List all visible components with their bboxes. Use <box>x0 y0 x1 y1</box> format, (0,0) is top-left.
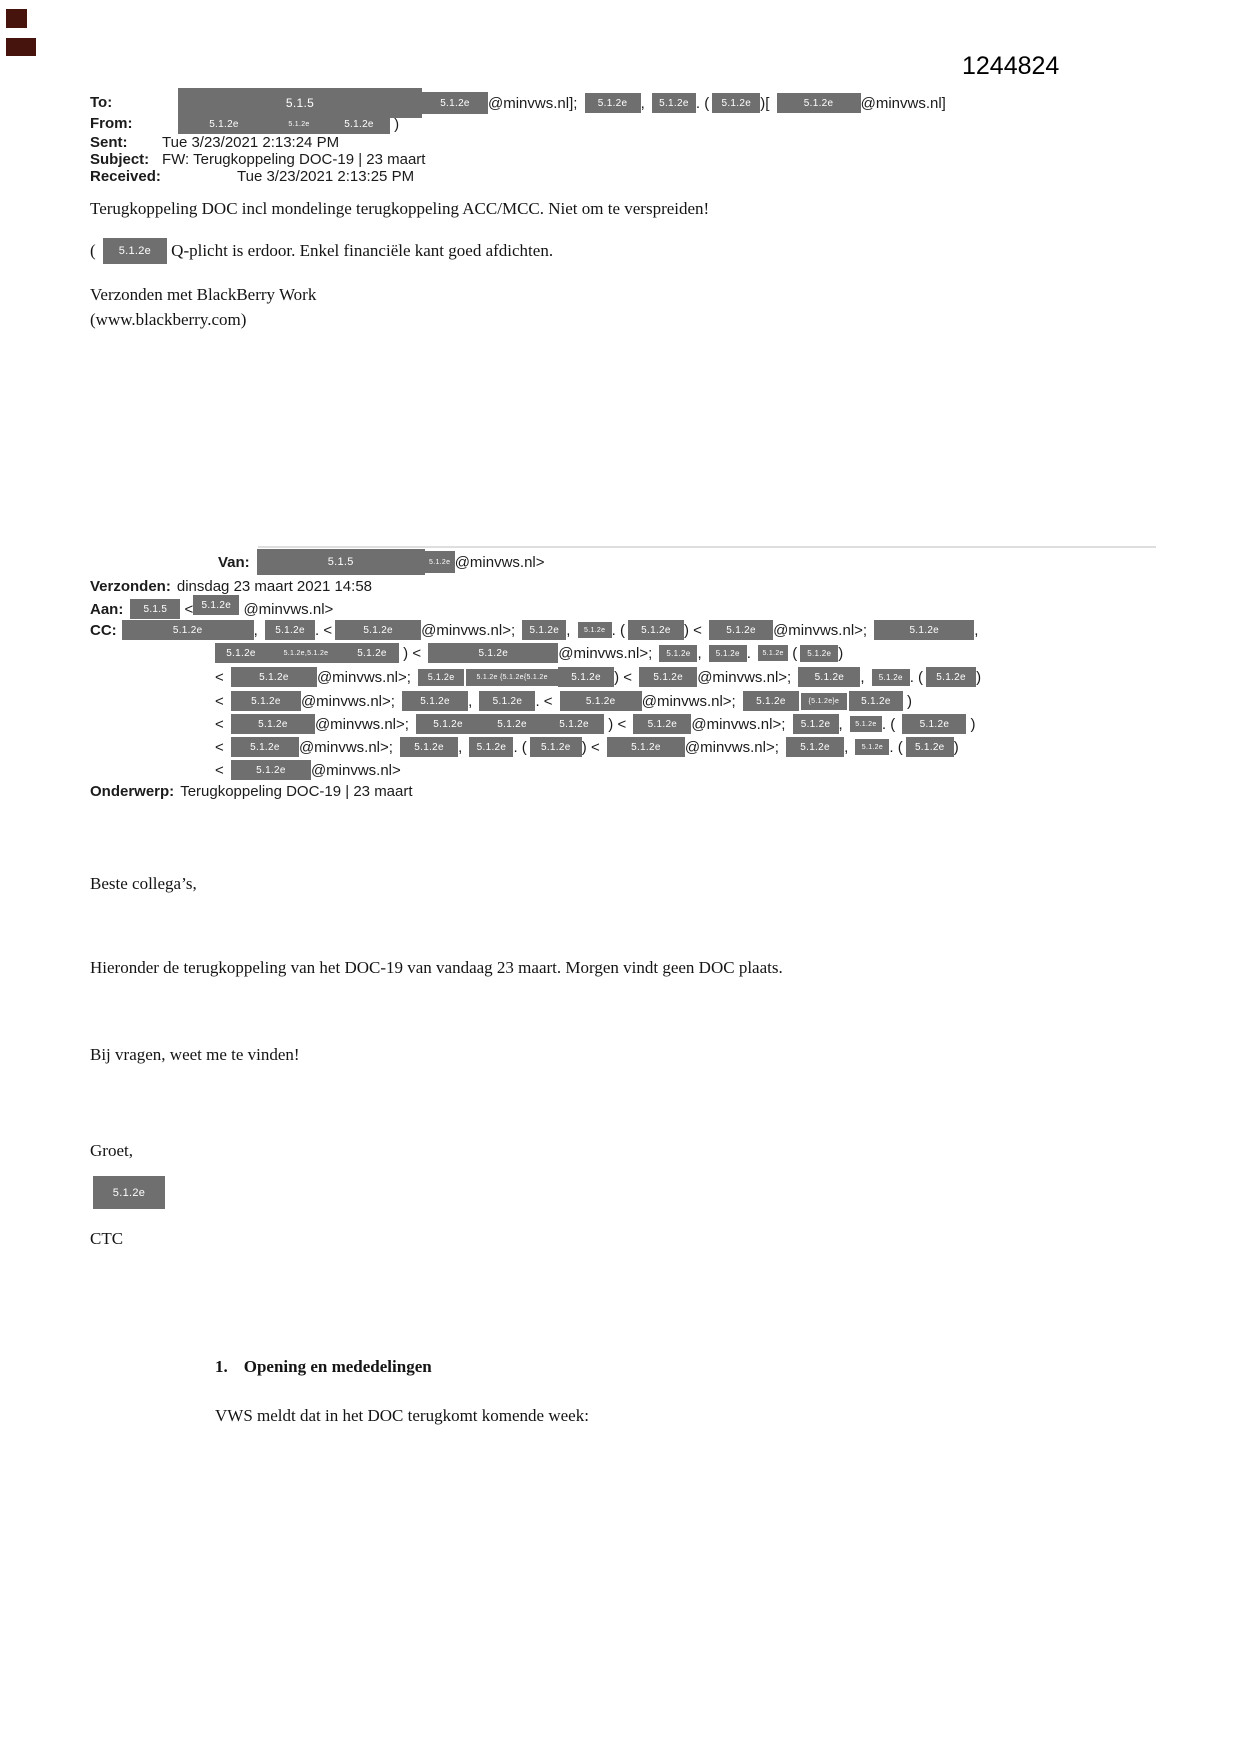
redaction-box: 5.1.2e <box>628 620 684 640</box>
body-paragraph-2-tokens <box>90 238 553 264</box>
text-fragment: ) < <box>399 644 426 662</box>
redaction-box: 5.1.2e <box>122 620 254 640</box>
redaction-box: 5.1.2e <box>530 737 582 757</box>
to-label: To: <box>90 94 113 111</box>
text-fragment: . ( <box>611 621 625 639</box>
text-fragment: ) <box>838 644 844 662</box>
redaction-box: 5.1.2e <box>345 643 399 663</box>
text-fragment: , <box>860 668 869 686</box>
blackberry-url-line: (www.blackberry.com) <box>90 310 247 329</box>
redaction-box: 5.1.2e <box>103 238 167 264</box>
redaction-box: 5.1.2e <box>193 595 239 615</box>
cc-line-7-tokens <box>215 760 401 780</box>
closing-line: Groet, <box>90 1141 133 1160</box>
received-value: Tue 3/23/2021 2:13:25 PM <box>237 168 415 185</box>
redaction-box: 5.1.5 <box>178 88 422 118</box>
text-fragment: ) <box>966 715 976 733</box>
text-fragment: , <box>566 621 575 639</box>
redaction-box: {5.1.2e}e <box>801 693 847 710</box>
redaction-box: 5.1.2e <box>422 92 488 114</box>
text-fragment: ) <box>390 115 400 133</box>
cc-line-6 <box>215 736 959 758</box>
subject-label: Subject: <box>90 151 150 168</box>
cc-label: CC: <box>90 621 117 639</box>
text-fragment: ( <box>788 644 798 662</box>
text-fragment: @minvws.nl>; <box>641 692 740 710</box>
redaction-box: 5.1.2e {5.1.2e{5.1.2e <box>466 669 558 686</box>
redaction-box: 5.1.2e <box>425 551 455 573</box>
signature-org: CTC <box>90 1229 124 1248</box>
cc-line-4-tokens <box>215 691 912 711</box>
sent-label: Sent: <box>90 134 128 151</box>
text-fragment: Q-plicht is erdoor. Enkel financiële kant goed afdichten. <box>166 240 554 260</box>
redaction-box: 5.1.2e <box>544 714 604 734</box>
scan-mark-top <box>6 9 27 28</box>
blackberry-line: Verzonden met BlackBerry Work <box>90 285 317 304</box>
redaction-box: 5.1.2e <box>659 645 697 662</box>
redaction-box: 5.1.2e <box>400 737 458 757</box>
text-fragment: @minvws.nl>; <box>773 621 872 639</box>
text-fragment: @minvws.nl]; <box>488 94 582 112</box>
cc-line-1 <box>90 619 978 641</box>
redaction-box: 5.1.2e <box>585 93 641 113</box>
text-fragment: . ( <box>513 738 527 756</box>
aan-row <box>90 598 333 620</box>
redaction-box: 5.1.2e <box>906 737 954 757</box>
cc-line-7 <box>215 759 401 781</box>
main-paragraph-2: Bij vragen, weet me te vinden! <box>90 1045 300 1064</box>
quoted-message-divider <box>258 546 1156 548</box>
main-paragraph-1: Hieronder de terugkoppeling van het DOC-19 van vandaag 23 maart. Morgen vindt geen DOC plaats. <box>90 958 783 977</box>
text-fragment: @minvws.nl> <box>454 553 545 571</box>
redaction-box: 5.1.2e <box>639 667 697 687</box>
redaction-box: 5.1.2e <box>709 620 773 640</box>
text-fragment: . < <box>535 692 557 710</box>
redaction-box: 5.1.2e <box>926 667 976 687</box>
text-fragment: )[ <box>760 94 774 112</box>
text-fragment: @minvws.nl> <box>310 761 401 779</box>
redaction-box: 5.1.2e <box>522 620 566 640</box>
redaction-box: 5.1.2e <box>793 714 839 734</box>
text-fragment: . ( <box>881 715 900 733</box>
redaction-box: 5.1.2e <box>402 691 468 711</box>
scan-mark-bottom <box>6 38 36 56</box>
van-tokens <box>257 549 545 575</box>
redaction-box: 5.1.2e <box>633 714 691 734</box>
redaction-box: 5.1.2e <box>849 691 903 711</box>
redaction-box: 5.1.2e <box>178 114 270 134</box>
text-fragment: @minvws.nl] <box>860 94 946 112</box>
body-paragraph-1: Terugkoppeling DOC incl mondelinge terugkoppeling ACC/MCC. Niet om te verspreiden! <box>90 199 710 218</box>
redaction-box: 5.1.2e,5.1.2e <box>267 643 345 663</box>
cc-line-2-tokens <box>215 643 843 663</box>
text-fragment: @minvws.nl>; <box>684 738 784 756</box>
redaction-box: 5.1.2e <box>743 691 799 711</box>
redaction-box: 5.1.2e <box>874 620 974 640</box>
redaction-box: 5.1.2e <box>231 691 301 711</box>
text-fragment: . <box>746 644 756 662</box>
text-fragment: ) <box>902 692 913 710</box>
body-paragraph-2 <box>90 237 553 264</box>
text-fragment: ) <box>953 738 959 756</box>
redaction-box: 5.1.2e <box>855 739 889 755</box>
text-fragment: ) < <box>683 621 707 639</box>
text-fragment: , <box>838 715 847 733</box>
redaction-box: 5.1.2e <box>652 93 696 113</box>
redaction-box: 5.1.2e <box>231 737 299 757</box>
text-fragment: @minvws.nl>; <box>691 715 790 733</box>
subject-value: FW: Terugkoppeling DOC-19 | 23 maart <box>162 151 426 168</box>
redaction-box: 5.1.2e <box>709 645 747 662</box>
text-fragment: , <box>844 738 853 756</box>
section-1-number: 1. <box>215 1357 228 1376</box>
cc-line-5-tokens <box>215 714 976 734</box>
text-fragment: < <box>215 692 228 710</box>
sent-value: Tue 3/23/2021 2:13:24 PM <box>162 134 340 151</box>
text-fragment: < <box>215 715 228 733</box>
text-fragment: < <box>215 668 228 686</box>
cc-line-4 <box>215 690 912 712</box>
van-label: Van: <box>218 553 250 571</box>
text-fragment: < <box>215 738 228 756</box>
from-tokens <box>178 114 399 134</box>
text-fragment: @minvws.nl>; <box>316 668 416 686</box>
redaction-box: 5.1.2e <box>578 622 612 638</box>
redaction-box: 5.1.5 <box>257 549 425 575</box>
text-fragment: . ( <box>909 668 924 686</box>
redaction-box: 5.1.2e <box>607 737 685 757</box>
redaction-box: 5.1.2e <box>231 714 315 734</box>
redaction-box: 5.1.2e <box>798 667 860 687</box>
redaction-box: 5.1.2e <box>758 645 788 661</box>
text-fragment: , <box>640 94 649 112</box>
redaction-box: 5.1.2e <box>231 760 311 780</box>
text-fragment: < <box>215 761 228 779</box>
from-value-row <box>178 113 399 135</box>
redaction-box: 5.1.2e <box>479 691 535 711</box>
section-1-heading <box>215 1357 432 1377</box>
redaction-box: 5.1.2e <box>328 114 390 134</box>
greeting-line: Beste collega’s, <box>90 874 197 893</box>
redaction-box: 5.1.2e <box>416 714 480 734</box>
redaction-box: 5.1.2e <box>215 643 267 663</box>
onderwerp-row <box>90 783 413 800</box>
text-fragment: , <box>253 621 263 639</box>
redaction-box: 5.1.2e <box>270 114 328 134</box>
redaction-box: 5.1.5 <box>130 599 180 619</box>
redaction-box: 5.1.2e <box>469 737 513 757</box>
van-row <box>218 549 545 575</box>
redaction-box: 5.1.2e <box>850 716 882 732</box>
section-1-paragraph: VWS meldt dat in het DOC terugkomt komende week: <box>215 1406 589 1425</box>
text-fragment: , <box>458 738 467 756</box>
redaction-box: 5.1.2e <box>872 669 910 686</box>
signature-redaction-box: 5.1.2e <box>93 1176 165 1209</box>
text-fragment: . < <box>315 621 333 639</box>
section-1-title: Opening en mededelingen <box>243 1357 432 1376</box>
text-fragment: . ( <box>889 738 903 756</box>
redaction-box: 5.1.2e <box>902 714 966 734</box>
text-fragment: @minvws.nl>; <box>558 644 657 662</box>
text-fragment: @minvws.nl>; <box>314 715 414 733</box>
cc-line-6-tokens <box>215 737 959 757</box>
text-fragment: ( <box>90 240 100 260</box>
redaction-box: 5.1.2e <box>418 669 464 686</box>
redaction-box: 5.1.2e <box>265 620 315 640</box>
text-fragment: @minvws.nl>; <box>697 668 796 686</box>
cc-line-2 <box>215 642 843 664</box>
onderwerp-value: Terugkoppeling DOC-19 | 23 maart <box>180 783 413 800</box>
cc-line-3-tokens <box>215 667 981 687</box>
text-fragment: ) <box>976 668 982 686</box>
text-fragment: , <box>974 621 979 639</box>
redaction-box: 5.1.2e <box>712 93 760 113</box>
from-label: From: <box>90 115 133 132</box>
text-fragment: , <box>697 644 706 662</box>
text-fragment: < <box>180 600 194 618</box>
redaction-box: 5.1.2e <box>231 667 317 687</box>
redaction-box: 5.1.2e <box>428 643 558 663</box>
redaction-box: 5.1.2e <box>480 714 544 734</box>
received-label: Received: <box>90 168 161 185</box>
redaction-box: 5.1.2e <box>335 620 421 640</box>
redaction-box: 5.1.2e <box>560 691 642 711</box>
verzonden-row <box>90 578 372 595</box>
redaction-box: 5.1.2e <box>786 737 844 757</box>
onderwerp-label: Onderwerp: <box>90 783 175 800</box>
verzonden-value: dinsdag 23 maart 2021 14:58 <box>176 578 373 595</box>
aan-label: Aan: <box>90 600 124 618</box>
text-fragment: @minvws.nl> <box>239 600 334 618</box>
text-fragment: , <box>468 692 477 710</box>
text-fragment: ) < <box>581 738 604 756</box>
text-fragment: @minvws.nl>; <box>300 692 400 710</box>
cc-line-1-tokens <box>122 620 979 640</box>
redaction-box: 5.1.2e <box>558 667 614 687</box>
text-fragment: ) < <box>614 668 637 686</box>
aan-tokens <box>130 599 333 619</box>
verzonden-label: Verzonden: <box>90 578 171 595</box>
text-fragment: @minvws.nl>; <box>298 738 398 756</box>
text-fragment: ) < <box>604 715 631 733</box>
redaction-box: 5.1.2e <box>777 93 861 113</box>
cc-line-5 <box>215 713 976 735</box>
document-number: 1244824 <box>962 52 1060 80</box>
redaction-box: 5.1.2e <box>800 645 838 662</box>
text-fragment: @minvws.nl>; <box>421 621 520 639</box>
text-fragment: . ( <box>695 94 710 112</box>
cc-line-3 <box>215 666 981 688</box>
